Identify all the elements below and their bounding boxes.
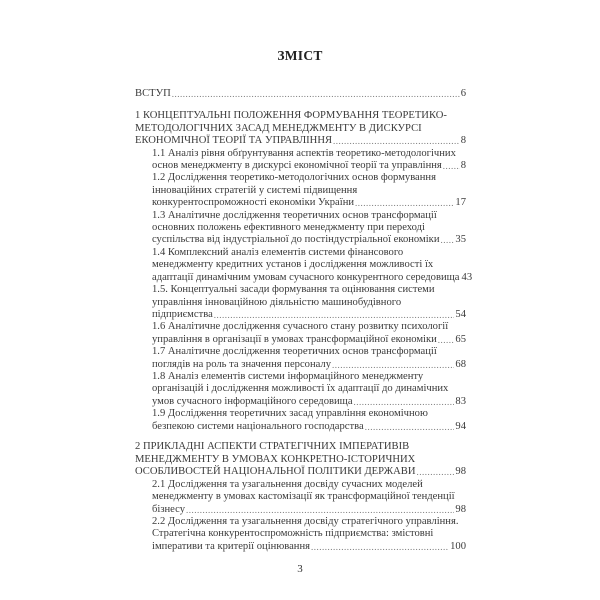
toc-entry-text-line: умов сучасного інформаційного середовища — [152, 395, 353, 407]
toc-entry-last-line — [152, 541, 466, 553]
toc-page-number: 43 — [461, 271, 473, 283]
toc-entry-text-line: ВСТУП — [135, 88, 171, 99]
toc-entry-text-line: інноваційних стратегій у системі підвищення — [152, 184, 358, 196]
toc-page-number: 83 — [455, 395, 466, 407]
toc-entry-text-line: бізнесу — [152, 503, 186, 515]
toc-entry-text-line: 2 ПРИКЛАДНІ АСПЕКТИ СТРАТЕГІЧНИХ ІМПЕРАТИВІВ — [135, 441, 410, 453]
toc-entry-last-line — [135, 88, 466, 100]
toc-section[interactable] — [135, 371, 466, 408]
toc-entry-text-line: основних положень ефективного менеджменту при переході — [152, 222, 425, 234]
toc-entry-text-line: менеджменту в умовах кастомізації як трансформаційної тенденції — [152, 491, 455, 503]
toc-entry-text-line: основ менеджменту в дискурсі економічної теорії та управління — [152, 160, 442, 172]
toc-section[interactable] — [135, 408, 466, 433]
toc-entry-text-line: 1.1 Аналіз рівня обґрунтування аспектів теоретико-методологічних — [152, 147, 456, 159]
toc-entry-text-line: 2.1 Дослідження та узагальнення досвіду сучасних моделей — [152, 478, 423, 490]
toc-entry-last-line — [152, 234, 466, 246]
toc-entry-text-line: ОСОБЛИВОСТЕЙ НАЦІОНАЛЬНОЇ ПОЛІТИКИ ДЕРЖАВИ — [135, 466, 416, 478]
dot-leader — [355, 197, 454, 209]
toc-entry-text-line: управління інноваційною діяльністю машинобудівного — [152, 296, 402, 308]
toc-chapter[interactable] — [135, 441, 466, 478]
toc-entry-text-line: 1.2 Дослідження теоретико-методологічних основ формування — [152, 172, 436, 184]
toc-page-number: 8 — [460, 160, 466, 172]
toc-section[interactable] — [135, 246, 473, 284]
toc-page-number: 54 — [455, 308, 466, 320]
dot-leader — [443, 160, 460, 172]
toc-entry-last-line — [135, 135, 466, 147]
table-of-contents — [135, 88, 473, 553]
toc-entry-text-line: 1.3 Аналітичне дослідження теоретичних основ трансформації — [152, 209, 437, 221]
toc-entry-last-line — [152, 160, 466, 172]
toc-section[interactable] — [135, 516, 466, 553]
toc-chapter[interactable] — [135, 110, 466, 147]
toc-entry-text-line: конкурентоспроможності економіки України — [152, 197, 355, 209]
toc-page-number: 8 — [460, 135, 466, 147]
toc-entry-text-line: 1.8 Аналіз елементів системи інформаційного менеджменту — [152, 370, 424, 382]
toc-entry-last-line — [152, 396, 466, 408]
toc-page-number: 100 — [450, 540, 466, 552]
dot-leader — [332, 359, 454, 371]
dot-leader — [186, 504, 454, 516]
toc-section[interactable] — [135, 210, 466, 247]
toc-page-number: 94 — [455, 420, 466, 432]
toc-entry-last-line — [152, 309, 466, 321]
toc-entry-last-line — [152, 271, 473, 284]
toc-entry-text-line: поглядів на роль та значення персоналу — [152, 358, 332, 370]
toc-section[interactable] — [135, 284, 466, 321]
dot-leader — [311, 541, 449, 553]
toc-page-number: 17 — [455, 197, 466, 209]
toc-chapter[interactable] — [135, 88, 466, 100]
page-number: 3 — [297, 563, 303, 575]
toc-page-number: 98 — [455, 503, 466, 515]
dot-leader — [172, 88, 460, 100]
toc-entry-text-line: Стратегічна конкурентоспроможність підприємства: змістовні — [152, 528, 434, 540]
toc-entry-text-line: імперативи та критерії оцінювання — [152, 540, 311, 552]
toc-entry-text-line: менеджменту кредитних установ і дослідження можливості їх — [152, 259, 434, 271]
toc-section[interactable] — [135, 172, 466, 209]
toc-entry-last-line — [152, 197, 466, 209]
dot-leader — [441, 234, 455, 246]
toc-entry-text-line: ЕКОНОМІЧНОЇ ТЕОРІЇ ТА УПРАВЛІННЯ — [135, 135, 333, 147]
toc-entry-text-line: управління в організації в умовах трансформаційної економіки — [152, 333, 437, 345]
toc-entry-text-line: МЕТОДОЛОГІЧНИХ ЗАСАД МЕНЕДЖМЕНТУ В ДИСКУРСІ — [135, 122, 422, 134]
toc-page-number: 65 — [455, 333, 466, 345]
toc-section[interactable] — [135, 479, 466, 516]
toc-page-number: 68 — [455, 358, 466, 370]
toc-entry-text-line: 1.7 Аналітичне дослідження теоретичних основ трансформації — [152, 346, 437, 358]
dot-leader — [365, 421, 455, 433]
toc-page-number: 98 — [455, 466, 466, 478]
toc-section[interactable] — [135, 321, 466, 346]
toc-section[interactable] — [135, 346, 466, 371]
toc-section[interactable] — [135, 148, 466, 173]
toc-entry-text-line: 1.5. Концептуальні засади формування та оцінювання системи — [152, 284, 435, 296]
toc-entry-text-line: 1.4 Комплексний аналіз елементів системи фінансового — [152, 246, 404, 258]
toc-page-number: 35 — [455, 234, 466, 246]
toc-entry-text-line: 2.2 Дослідження та узагальнення досвіду стратегічного управління. — [152, 515, 459, 527]
toc-entry-last-line — [152, 421, 466, 433]
dot-leader — [417, 466, 455, 478]
toc-entry-text-line: 1 КОНЦЕПТУАЛЬНІ ПОЛОЖЕННЯ ФОРМУВАННЯ ТЕОРЕТИКО- — [135, 110, 447, 122]
toc-page-number: 6 — [460, 88, 466, 99]
toc-entry-text-line: 1.9 Дослідження теоретичних засад управління економічною — [152, 408, 428, 420]
toc-entry-last-line — [152, 334, 466, 346]
toc-entry-text-line: адаптації динамічним умовам сучасного конкурентного середовища — [152, 271, 460, 283]
toc-entry-text-line: 1.6 Аналітичне дослідження сучасного стану розвитку психології — [152, 321, 449, 333]
toc-entry-text-line: організацій і дослідження можливості їх адаптації до динамічних — [152, 383, 449, 395]
toc-entry-text-line: МЕНЕДЖМЕНТУ В УМОВАХ КОНКРЕТНО-ІСТОРИЧНИХ — [135, 453, 416, 465]
dot-leader — [214, 309, 455, 321]
toc-entry-last-line — [152, 504, 466, 516]
toc-entry-text-line: підприємства — [152, 308, 213, 320]
toc-entry-last-line — [152, 359, 466, 371]
page-title: ЗМІСТ — [277, 48, 323, 63]
toc-entry-last-line — [135, 466, 466, 478]
dot-leader — [438, 334, 455, 346]
dot-leader — [354, 396, 455, 408]
dot-leader — [333, 135, 460, 147]
toc-entry-text-line: суспільства від індустріальної до постіндустріальної економіки — [152, 234, 440, 246]
toc-entry-text-line: безпекою системи національного господарства — [152, 420, 364, 432]
